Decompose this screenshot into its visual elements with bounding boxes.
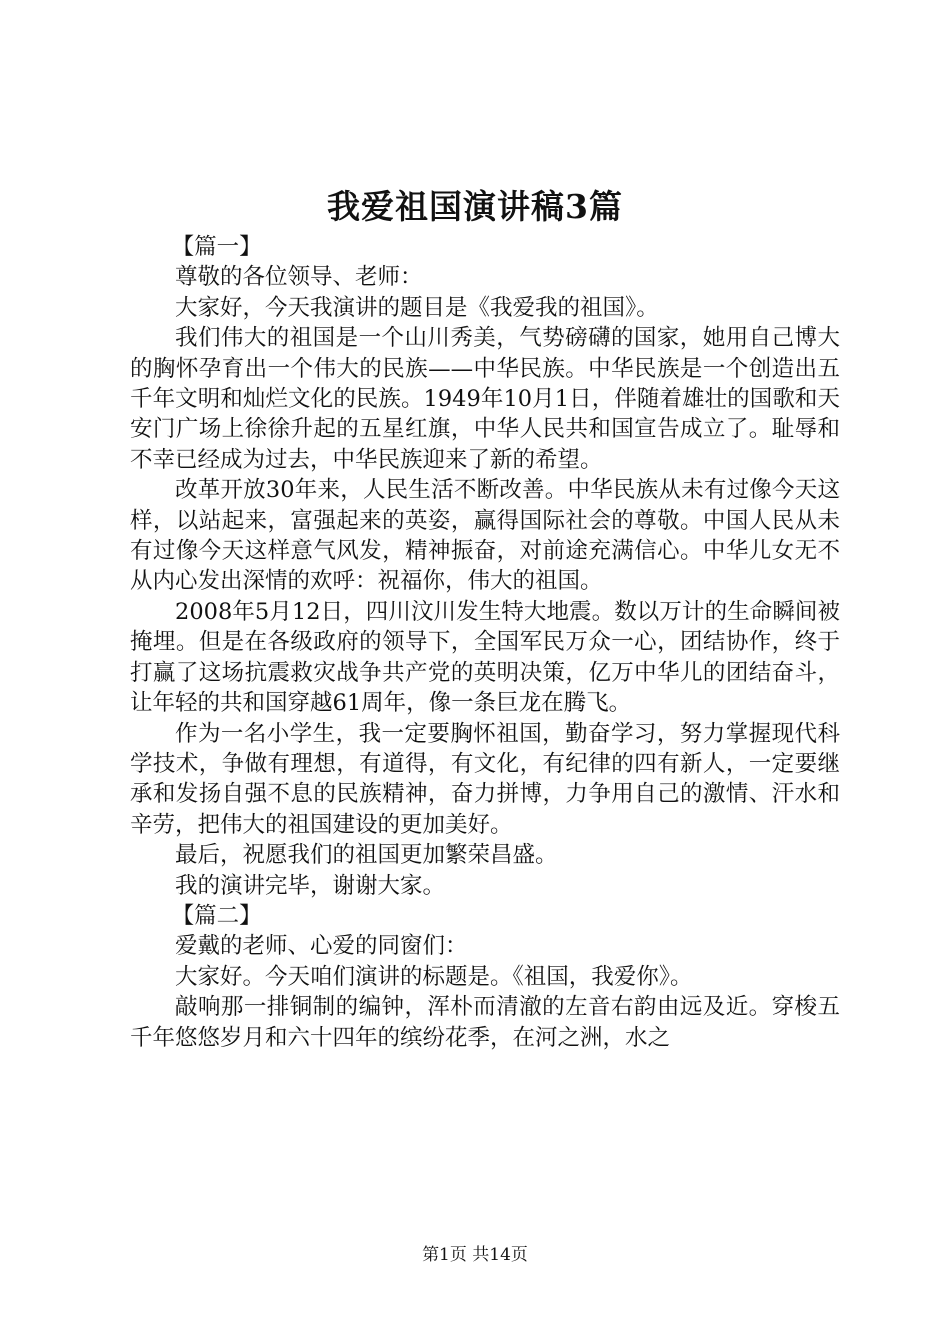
section-heading-2: 【篇二】 xyxy=(171,902,262,929)
greeting-2: 大家好。今天咱们演讲的标题是。《祖国，我爱你》。 xyxy=(175,963,693,990)
greeting-1: 大家好，今天我演讲的题目是《我爱我的祖国》。 xyxy=(175,294,659,321)
page-footer: 第1页 共14页 xyxy=(422,1245,528,1265)
body-paragraph: 2008年5月12日，四川汶川发生特大地震。数以万计的生命瞬间被掩埋。但是在各级政府的领导下，全国军民万众一心，团结协作，终于打赢了这场抗震救灾战争共产党的英明决策，亿万中华儿的团结奋斗，让年轻的共和国穿越61周年，像一条巨龙在腾飞。 xyxy=(130,598,840,717)
document-title: 我爱祖国演讲稿3篇 xyxy=(327,187,623,226)
closing-line: 我的演讲完毕，谢谢大家。 xyxy=(175,872,446,899)
salutation-2: 爱戴的老师、心爱的同窗们： xyxy=(175,933,468,960)
body-paragraph: 作为一名小学生，我一定要胸怀祖国，勤奋学习，努力掌握现代科学技术，争做有理想，有道得，有文化，有纪律的四有新人，一定要继承和发扬自强不息的民族精神，奋力拼博，力争用自己的激情、汗水和辛劳，把伟大的祖国建设的更加美好。 xyxy=(130,720,840,838)
body-paragraph: 敲响那一排铜制的编钟，浑朴而清澈的左音右韵由远及近。穿梭五千年悠悠岁月和六十四年的缤纷花季，在河之洲，水之 xyxy=(130,994,840,1051)
body-paragraph: 我们伟大的祖国是一个山川秀美，气势磅礴的国家，她用自己博大的胸怀孕育出一个伟大的民族——中华民族。中华民族是一个创造出五千年文明和灿烂文化的民族。1949年10月1日，伴随着雄壮的国歌和天安门广场上徐徐升起的五星红旗，中华人民共和国宣告成立了。耻辱和不幸已经成为过去，中华民族迎来了新的希望。 xyxy=(130,325,840,473)
salutation-1: 尊敬的各位领导、老师： xyxy=(175,264,423,291)
section-heading-1: 【篇一】 xyxy=(171,234,262,260)
body-paragraph: 最后，祝愿我们的祖国更加繁荣昌盛。 xyxy=(175,842,558,869)
body-paragraph: 改革开放30年来，人民生活不断改善。中华民族从未有过像今天这样，以站起来，富强起来的英姿，赢得国际社会的尊敬。中国人民从未有过像今天这样意气风发，精神振奋，对前途充满信心。中华儿女无不从内心发出深情的欢呼：祝福你，伟大的祖国。 xyxy=(130,477,840,595)
document-body xyxy=(130,232,840,1053)
